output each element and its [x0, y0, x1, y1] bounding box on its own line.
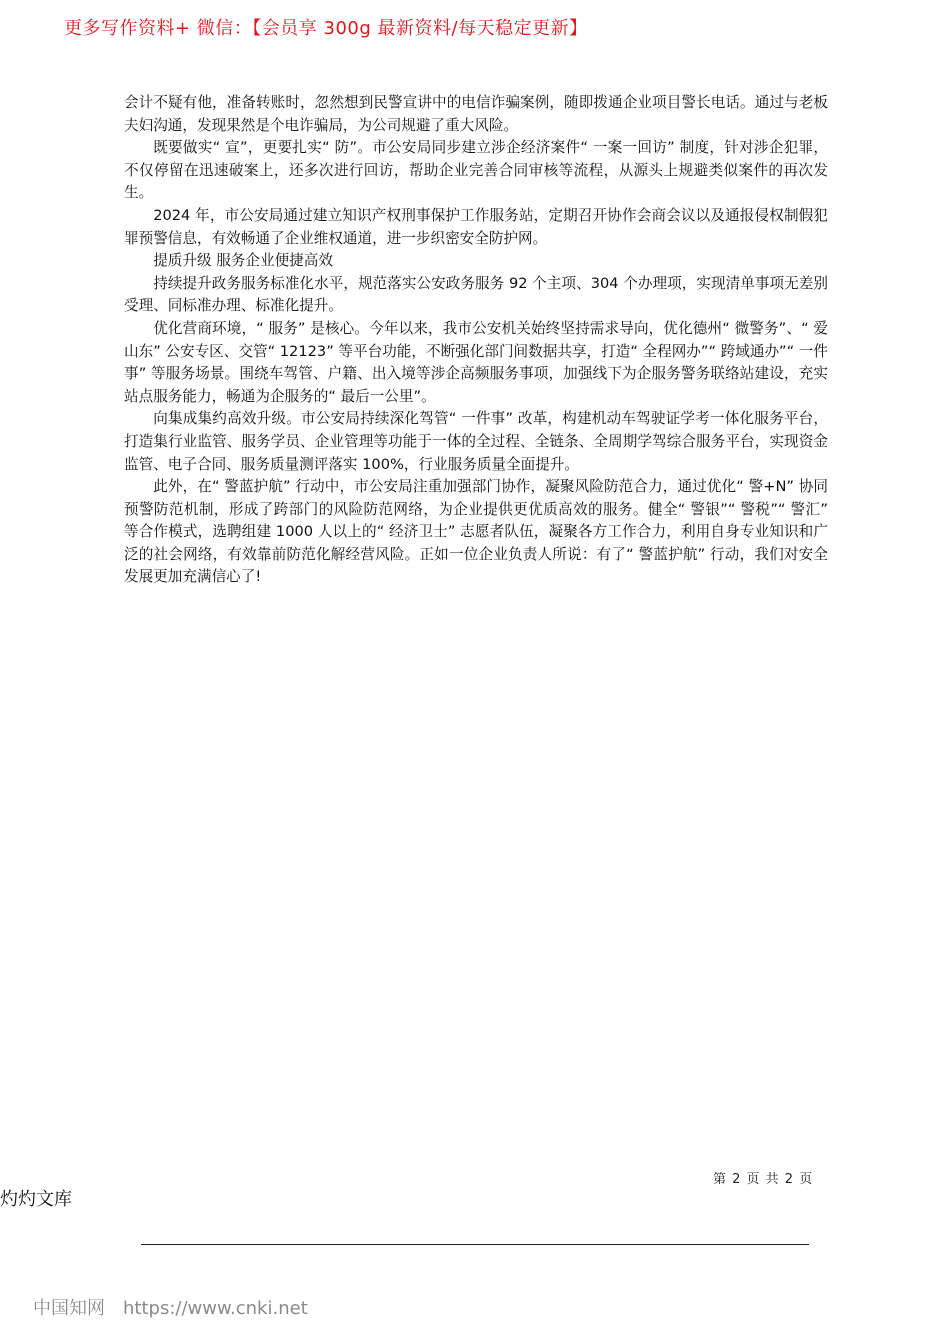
paragraph-5: 优化营商环境，“ 服务” 是核心。今年以来，我市公安机关始终坚持需求导向，优化德州“ 微警务”、“ 爱山东” 公安专区、交管“ 12123” 等平台功能，不断强化部门间数据共享，打造“ 全程网办”“ 跨域通办”“ 一件事” 等服务场景。围绕车驾管、户籍、出入境等涉企高频服务事项，加强线下为企服务警务联络站建设，充实站点服务能力，畅通为企服务的“ 最后一公里”。: [124, 319, 828, 405]
page-indicator: 第 2 页 共 2 页: [713, 1172, 813, 1187]
paragraph-2: 既要做实“ 宣”，更要扎实“ 防”。市公安局同步建立涉企经济案件“ 一案一回访” 制度，针对涉企犯罪，不仅停留在迅速破案上，还多次进行回访，帮助企业完善合同审核等流程，从源头上规避类似案件的再次发生。: [124, 139, 828, 202]
cnki-name: 中国知网: [33, 1298, 105, 1319]
paragraph-1: 会计不疑有他，准备转账时，忽然想到民警宣讲中的电信诈骗案例，随即拨通企业项目警长电话。通过与老板夫妇沟通，发现果然是个电诈骗局，为公司规避了重大风险。: [124, 94, 828, 134]
paragraph-6: 向集成集约高效升级。市公安局持续深化驾管“ 一件事” 改革，构建机动车驾驶证学考一体化服务平台，打造集行业监管、服务学员、企业管理等功能于一体的全过程、全链条、全周期学驾综合服务平台，实现资金监管、电子合同、服务质量测评落实 100%，行业服务质量全面提升。: [124, 410, 828, 473]
section-heading: 提质升级 服务企业便捷高效: [153, 252, 333, 270]
cnki-watermark: [33, 1294, 308, 1320]
promo-banner: 更多写作资料+ 微信：【会员享 300g 最新资料/每天稳定更新】: [64, 18, 588, 39]
brand-label: 灼灼文库: [0, 1189, 72, 1210]
paragraph-4: 持续提升政务服务标准化水平，规范落实公安政务服务 92 个主项、304 个办理项，实现清单事项无差别受理、同标准办理、标准化提升。: [124, 274, 828, 315]
paragraph-7: 此外，在“ 警蓝护航” 行动中，市公安局注重加强部门协作，凝聚风险防范合力，通过优化“ 警+N” 协同预警防范机制，形成了跨部门的风险防范网络，为企业提供更优质高效的服务。健全“ 警银”“ 警税”“ 警汇” 等合作模式，选聘组建 1000 人以上的“ 经济卫士” 志愿者队伍，凝聚各方工作合力，利用自身专业知识和广泛的社会网络，有效靠前防范化解经营风险。正如一位企业负责人所说：有了“ 警蓝护航” 行动，我们对安全发展更加充满信心了!: [124, 478, 828, 586]
document-body: [124, 92, 828, 589]
cnki-url: https://www.cnki.net: [123, 1298, 308, 1319]
footer-divider: [141, 1244, 809, 1245]
paragraph-3: 2024 年，市公安局通过建立知识产权刑事保护工作服务站，定期召开协作会商会议以及通报侵权制假犯罪预警信息，有效畅通了企业维权通道，进一步织密安全防护网。: [124, 206, 828, 247]
